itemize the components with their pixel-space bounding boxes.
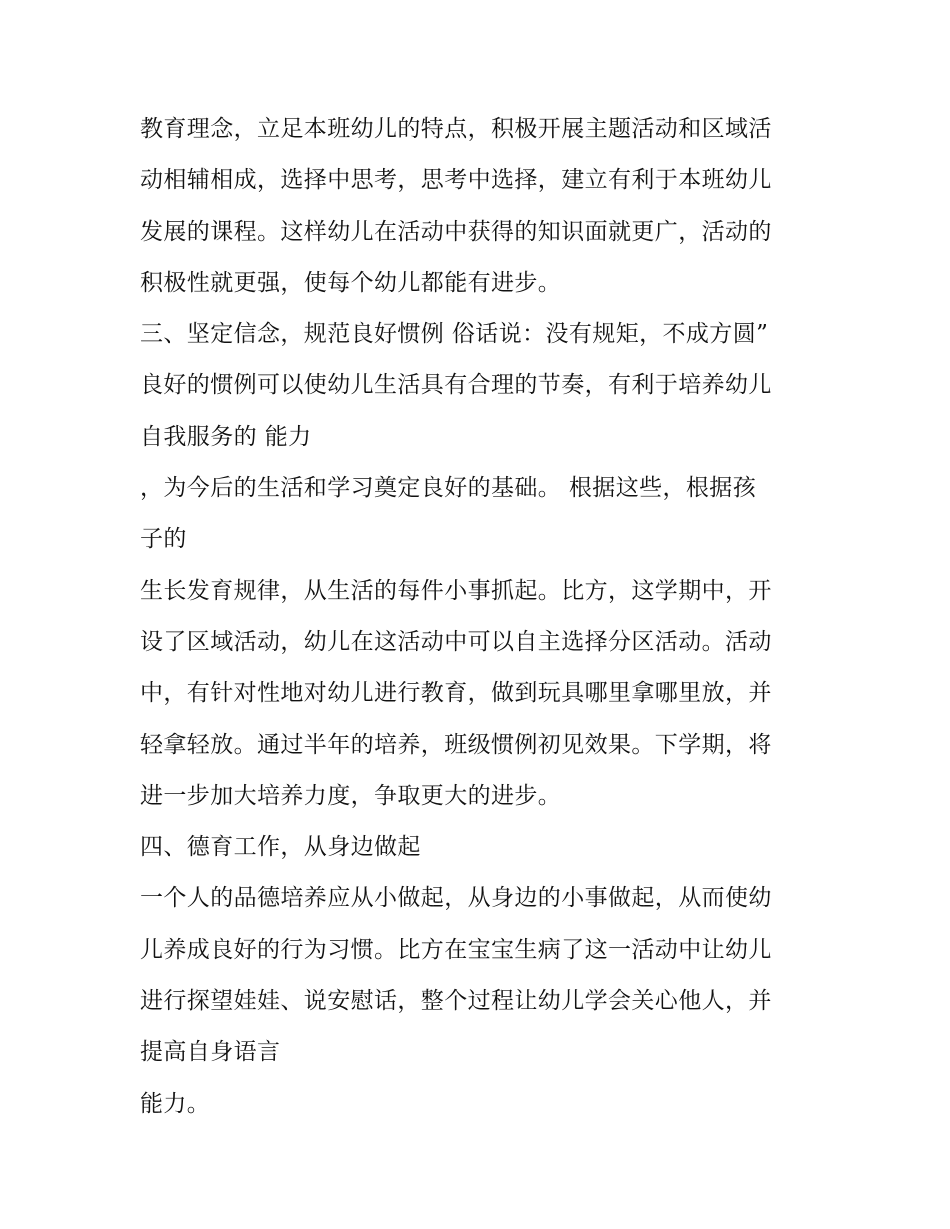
text-line: 动相辅相成，选择中思考，思考中选择，建立有利于本班幼儿 bbox=[140, 167, 772, 194]
text-line: 一个人的品德培养应从小做起，从身边的小事做起，从而使幼 bbox=[140, 885, 772, 912]
text-line: 提高自身语言 bbox=[140, 1039, 281, 1066]
text-line: ，为今后的生活和学习奠定良好的基础。 根据这些，根据孩 bbox=[140, 475, 757, 502]
section-heading-4: 四、德育工作，从身边做起 bbox=[140, 834, 421, 861]
document-body bbox=[140, 104, 820, 1130]
text-line: 儿养成良好的行为习惯。比方在宝宝生病了这一活动中让幼儿 bbox=[140, 936, 772, 963]
text-line: 子的 bbox=[140, 526, 187, 553]
text-line: 轻拿轻放。通过半年的培养，班级惯例初见效果。下学期，将 bbox=[140, 731, 772, 758]
text-line: 进行探望娃娃、说安慰话，整个过程让幼儿学会关心他人，并 bbox=[140, 988, 772, 1015]
text-line: 能力。 bbox=[140, 1090, 211, 1117]
section-heading-3: 三、坚定信念，规范良好惯例 俗话说：没有规矩，不成方圆” bbox=[140, 321, 769, 348]
text-line: 中，有针对性地对幼儿进行教育，做到玩具哪里拿哪里放，并 bbox=[140, 680, 772, 707]
text-line: 教育理念，立足本班幼儿的特点，积极开展主题活动和区域活 bbox=[140, 116, 772, 142]
text-line: 积极性就更强，使每个幼儿都能有进步。 bbox=[140, 269, 562, 296]
text-line: 良好的惯例可以使幼儿生活具有合理的节奏，有利于培养幼儿 bbox=[140, 372, 772, 399]
text-line: 设了区域活动，幼儿在这活动中可以自主选择分区活动。活动 bbox=[140, 628, 772, 655]
text-line: 发展的课程。这样幼儿在活动中获得的知识面就更广，活动的 bbox=[140, 218, 772, 245]
text-line: 自我服务的 能力 bbox=[140, 423, 312, 450]
text-line: 进一步加大培养力度，争取更大的进步。 bbox=[140, 782, 562, 809]
text-line: 生长发育规律，从生活的每件小事抓起。比方，这学期中，开 bbox=[140, 577, 772, 604]
